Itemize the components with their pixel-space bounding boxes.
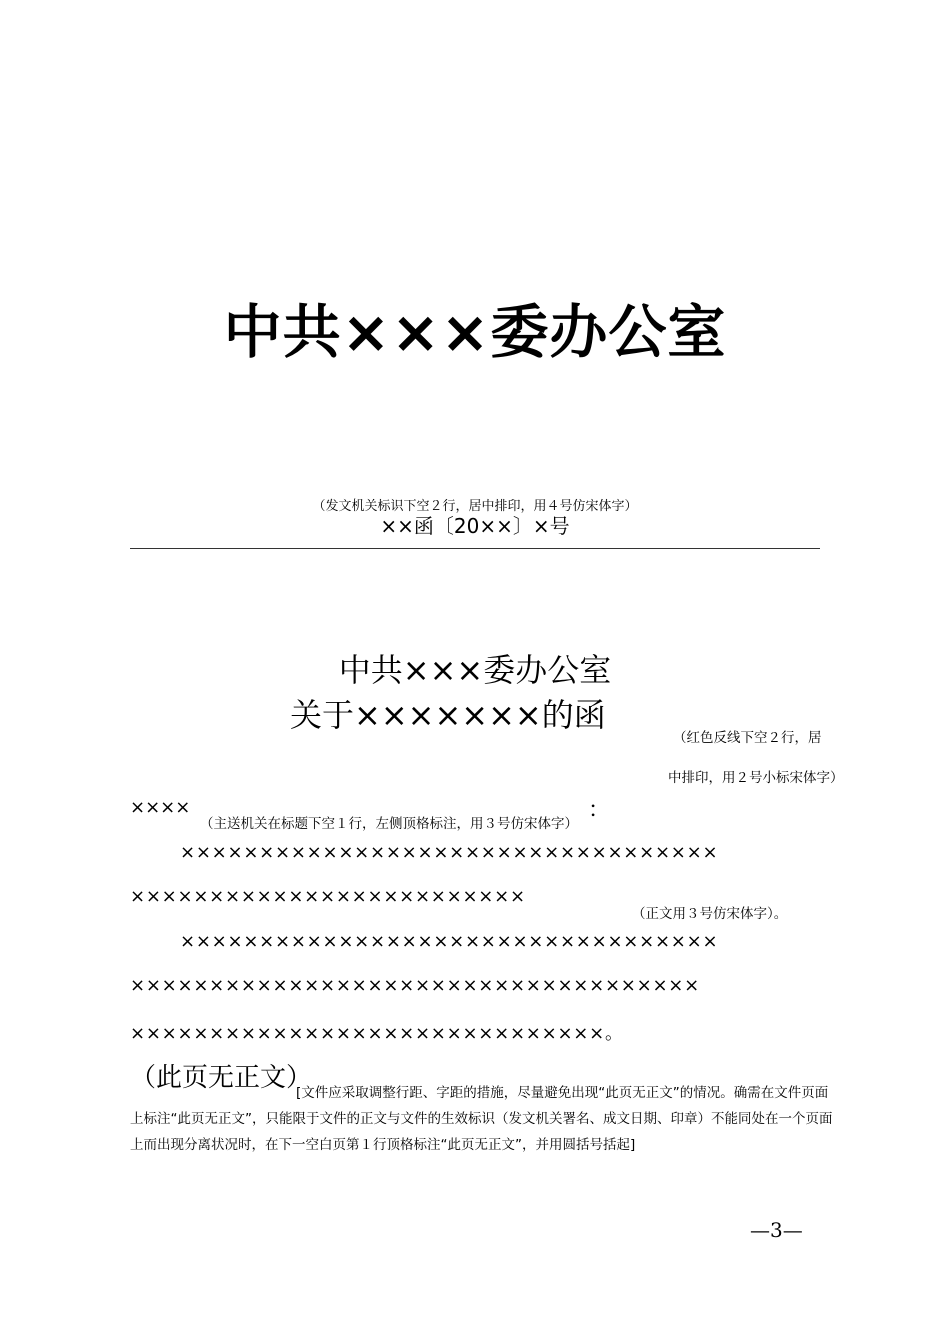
body-paragraph-1-line-1: ×××××××××××××××××××××××××××××××××× bbox=[180, 842, 719, 863]
issuing-authority-title: 中共×××委办公室 bbox=[223, 298, 727, 366]
recipient-name: ×××× bbox=[130, 797, 191, 818]
recipient-note: （主送机关在标题下空１行，左侧顶格标注，用３号仿宋体字） bbox=[200, 816, 578, 832]
recipient-colon: ： bbox=[588, 798, 611, 823]
separator-line bbox=[130, 548, 820, 549]
title-note-line-1: （红色反线下空２行，居 bbox=[673, 730, 822, 746]
body-paragraph-1-line-2: ××××××××××××××××××××××××× bbox=[130, 886, 526, 907]
page-number: —3— bbox=[750, 1218, 803, 1242]
document-number: ××函〔20××〕×号 bbox=[380, 514, 570, 538]
title-note-line-2: 中排印，用２号小标宋体字） bbox=[668, 770, 844, 786]
document-title-line-1: 中共×××委办公室 bbox=[338, 651, 612, 689]
no-text-note: [文件应采取调整行距、字距的措施，尽量避免出现“此页无正文”的情况。确需在文件页面上标注“此页无正文”，只能限于文件的正文与文件的生效标识（发文机关署名、成文日期、印章）不能同处在一个页面上而出现分离状况时，在下一空白页第１行顶格标注“此页无正文”，并用圆括号括起] bbox=[130, 1085, 833, 1153]
body-note: （正文用３号仿宋体字）。 bbox=[632, 906, 788, 922]
no-text-label: （此页无正文） bbox=[130, 1063, 313, 1093]
body-paragraph-2-line-3: ××××××××××××××××××××××××××××××。 bbox=[130, 1023, 624, 1044]
doc-number-note: （发文机关标识下空２行，居中排印，用４号仿宋体字） bbox=[312, 499, 638, 514]
document-title-line-2: 关于×××××××的函 bbox=[290, 696, 606, 734]
body-paragraph-2-line-1: ×××××××××××××××××××××××××××××××××× bbox=[180, 931, 719, 952]
body-paragraph-2-line-2: ×××××××××××××××××××××××××××××××××××× bbox=[130, 975, 700, 996]
